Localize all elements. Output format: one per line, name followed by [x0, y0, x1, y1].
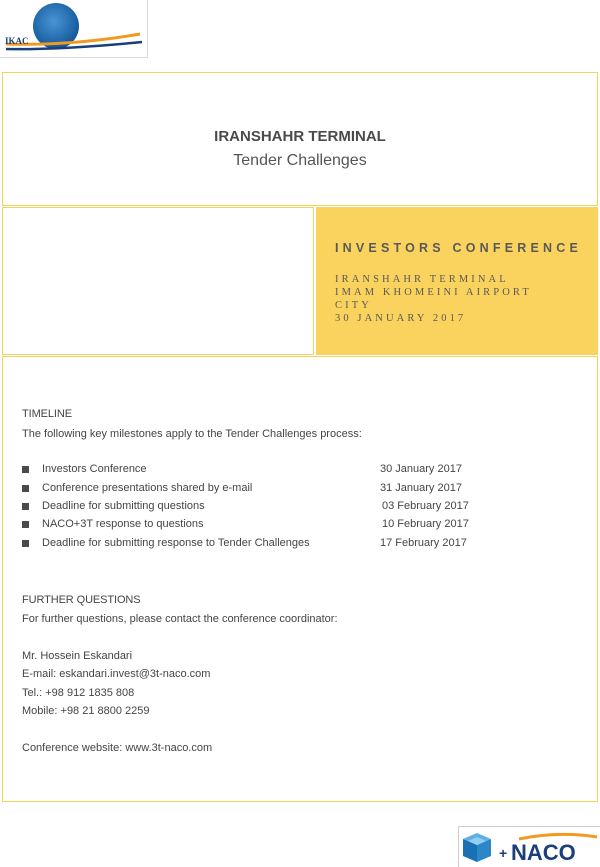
- cube-icon: [463, 833, 491, 862]
- header-box: [2, 72, 598, 206]
- milestone-label: Deadline for submitting questions: [42, 500, 205, 512]
- milestone-date: 30 January 2017: [380, 463, 462, 475]
- milestone-row: [22, 518, 492, 536]
- contact-mobile: Mobile: +98 21 8800 2259: [22, 705, 150, 717]
- conference-line: IRANSHAHR TERMINAL: [335, 274, 509, 285]
- blank-panel: [2, 207, 314, 355]
- bullet-icon: [22, 485, 29, 492]
- bullet-icon: [22, 521, 29, 528]
- document-title: IRANSHAHR TERMINAL: [214, 128, 386, 145]
- contact-name: Mr. Hossein Eskandari: [22, 650, 133, 662]
- body-box: [2, 356, 598, 802]
- bullet-icon: [22, 540, 29, 547]
- conference-line: IMAM KHOMEINI AIRPORT: [335, 287, 532, 298]
- milestone-date: 10 February 2017: [382, 518, 469, 530]
- bullet-icon: [22, 466, 29, 473]
- questions-heading: FURTHER QUESTIONS: [22, 594, 141, 606]
- milestone-date: 03 February 2017: [382, 500, 469, 512]
- milestone-label: Conference presentations shared by e-mail: [42, 482, 253, 494]
- conference-title: INVESTORS CONFERENCE: [335, 241, 582, 255]
- milestone-label: Deadline for submitting response to Tender Challenges: [42, 537, 310, 549]
- milestone-label: NACO+3T response to questions: [42, 518, 204, 530]
- ikac-logo-text: IKAC: [5, 36, 29, 46]
- milestone-row: [22, 500, 492, 518]
- conference-line: CITY: [335, 300, 372, 311]
- ikac-logo: [0, 0, 148, 58]
- contact-tel: Tel.: +98 912 1835 808: [22, 687, 135, 699]
- naco-logo-text: NACO: [511, 840, 576, 865]
- conference-website[interactable]: Conference website: www.3t-naco.com: [22, 742, 213, 754]
- milestone-row: [22, 482, 492, 500]
- questions-intro: For further questions, please contact the conference coordinator:: [22, 613, 338, 625]
- conference-panel: [316, 207, 598, 355]
- milestone-row: [22, 537, 492, 555]
- naco-logo: [458, 826, 600, 867]
- document-subtitle: Tender Challenges: [233, 152, 367, 169]
- timeline-intro: The following key milestones apply to the Tender Challenges process:: [22, 428, 362, 440]
- contact-email[interactable]: E-mail: eskandari.invest@3t-naco.com: [22, 668, 211, 680]
- milestone-row: [22, 463, 492, 481]
- conference-details: [335, 273, 585, 325]
- bullet-icon: [22, 503, 29, 510]
- timeline-heading: TIMELINE: [22, 408, 72, 420]
- milestone-label: Investors Conference: [42, 463, 147, 475]
- milestone-date: 17 February 2017: [380, 537, 467, 549]
- conference-line: 30 JANUARY 2017: [335, 313, 467, 324]
- milestone-date: 31 January 2017: [380, 482, 462, 494]
- naco-plus: +: [499, 845, 508, 861]
